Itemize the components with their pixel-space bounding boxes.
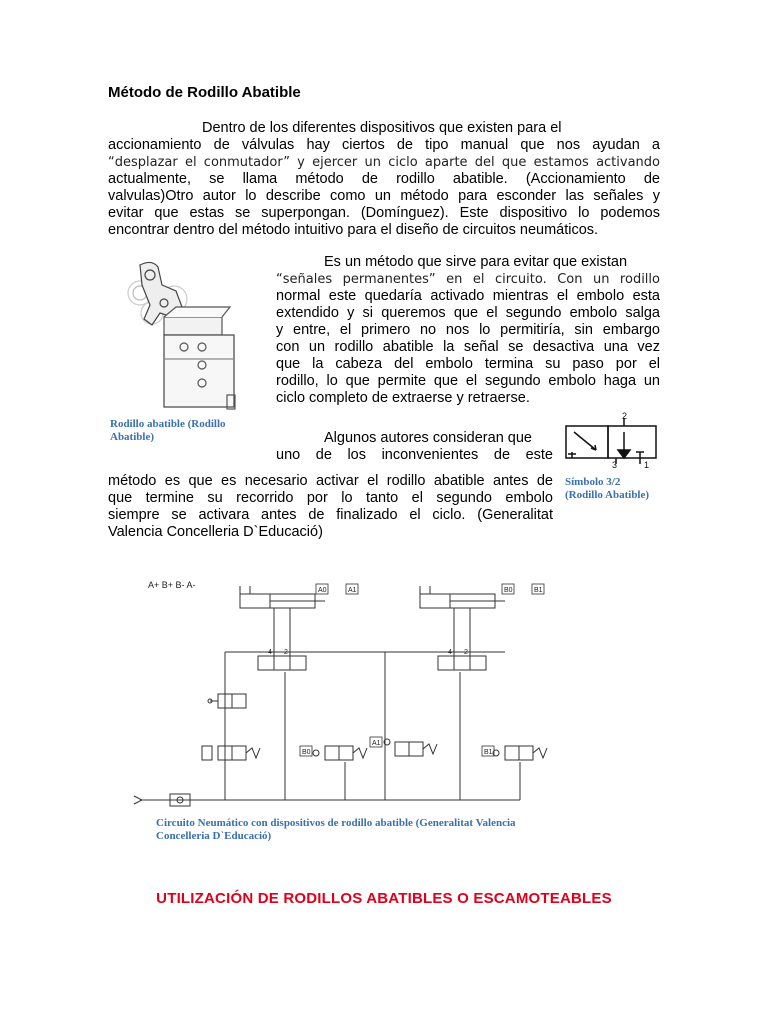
port-label: 2: [464, 649, 468, 656]
roller-valve-illustration: [112, 255, 272, 415]
paragraph-line: normal este quedaría activado mientras el embolo esta: [276, 288, 660, 304]
paragraph-line: que la cabeza del embolo termina su paso por el: [276, 356, 660, 372]
paragraph-line: Dentro de los diferentes dispositivos que existen para el: [202, 120, 562, 136]
figure2-caption: [565, 476, 675, 502]
caption-line: Rodillo abatible (Rodillo: [110, 418, 226, 430]
paragraph-line: extendido y si queremos que el segundo embolo salga: [276, 305, 660, 321]
paragraph-line: evitar que estas se superpongan. (Domínguez). Este dispositivo lo podemos: [108, 205, 660, 221]
a1-sensor-label: A1: [372, 740, 381, 747]
paragraph-line: uno de los inconvenientes de este: [276, 447, 553, 463]
caption-line: Símbolo 3/2: [565, 476, 621, 488]
paragraph-line: con un rodillo abatible la señal se desactiva una vez: [276, 339, 660, 355]
paragraph-line: método es que es necesario activar el rodillo abatible antes de: [108, 473, 553, 489]
paragraph-line: valvulas)Otro autor lo describe como un método para esconder las señales y: [108, 188, 660, 204]
pneumatic-circuit-diagram: [130, 572, 570, 812]
caption-line: (Rodillo Abatible): [565, 489, 650, 501]
b1-label: B1: [534, 587, 543, 594]
paragraph-line: Algunos autores consideran que: [324, 430, 532, 446]
b0-label: B0: [504, 587, 513, 594]
valve-symbol-figure: [562, 410, 662, 472]
caption-line: Circuito Neumático con dispositivos de rodillo abatible (Generalitat Valencia: [156, 817, 516, 829]
port-label: 2: [284, 649, 288, 656]
paragraph-line: y entre, el primero no nos lo permitiría, sin embargo: [276, 322, 660, 338]
paragraph-line: accionamiento de válvulas hay ciertos de tipo manual que nos ayudan a: [108, 137, 660, 153]
port-label: 4: [448, 649, 452, 656]
caption-line: Abatible): [110, 431, 154, 443]
pneumatic-circuit-figure: [130, 572, 570, 812]
paragraph-line: siempre se activara antes de finalizado el ciclo. (Generalitat: [108, 507, 553, 523]
paragraph-line: actualmente, se llama método de rodillo abatible. (Accionamiento de: [108, 171, 660, 187]
paragraph-line: que termine su recorrido por lo tanto el segundo embolo: [108, 490, 553, 506]
paragraph-line: ciclo completo de extraerse y retraerse.: [276, 390, 530, 406]
figure1-caption: [110, 418, 260, 444]
a0-label: A0: [318, 587, 327, 594]
port-3-label: 3: [612, 460, 618, 470]
paragraph-line: rodillo, lo que permite que el segundo embolo haga un: [276, 373, 660, 389]
valve-3-2-symbol: [562, 410, 662, 472]
a1-label: A1: [348, 587, 357, 594]
port-1-label: 1: [644, 460, 650, 470]
paragraph-line: Valencia Concelleria D`Educació): [108, 524, 323, 540]
page-title: Método de Rodillo Abatible: [108, 84, 301, 101]
paragraph-line: “desplazar el conmutador” y ejercer un ciclo aparte del que estamos activando: [108, 155, 660, 170]
roller-valve-figure: [112, 255, 272, 415]
sequence-label: A+ B+ B- A-: [148, 580, 196, 590]
section-heading: UTILIZACIÓN DE RODILLOS ABATIBLES O ESCAMOTEABLES: [156, 890, 612, 907]
b1-sensor-label: B1: [484, 749, 493, 756]
paragraph-line: “señales permanentes” en el circuito. Con un rodillo: [276, 272, 660, 287]
paragraph-line: encontrar dentro del método intuitivo para el diseño de circuitos neumáticos.: [108, 222, 599, 238]
caption-line: Concelleria D`Educació): [156, 830, 272, 842]
b0-sensor-label: B0: [302, 749, 311, 756]
paragraph-line: Es un método que sirve para evitar que existan: [324, 254, 628, 270]
port-label: 4: [268, 649, 272, 656]
port-2-label: 2: [622, 411, 628, 421]
figure3-caption: [156, 817, 576, 843]
